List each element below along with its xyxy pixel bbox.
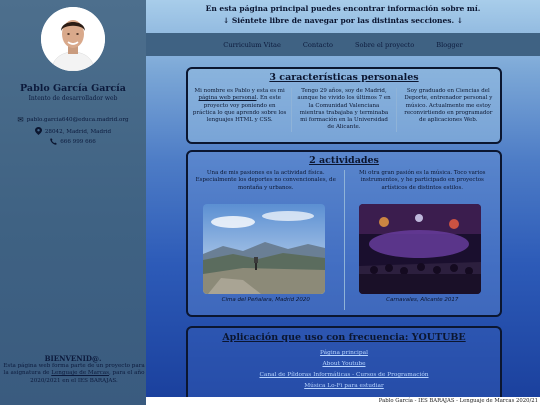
link-about-youtube[interactable]: About Youtube [322, 361, 366, 367]
activity-sport-text: Una de mis pasiones es la actividad física. Especialmente los deportes no convencionales, de montaña y urbanos. [195, 170, 336, 191]
youtube-title: Aplicación que uso con frecuencia: YOUTUBE [222, 332, 466, 343]
header-line-1: En esta página principal puedes encontrar información sobre mí. [205, 4, 481, 13]
contact-phone [0, 138, 146, 147]
nav-contacto[interactable]: Contacto [302, 40, 334, 49]
contact-email [0, 116, 146, 124]
characteristic-2: Tengo 29 años, soy de Madrid, aunque he vivido los últimos 7 en la Comunidad Valenciana mientras trabajaba y terminaba mi formación en la Universidad de Alicante. [291, 88, 395, 132]
avatar [41, 7, 105, 71]
phone-text: 666 999 666 [60, 139, 96, 146]
concert-caption: Carnavales, Alicante 2017 [386, 297, 459, 303]
profile-subtitle: Intento de desarrollador web [28, 95, 118, 102]
welcome-text-part: , para el año 2020/2021 en el IES BARAJAS. [30, 370, 145, 384]
profile-photo [41, 7, 105, 71]
youtube-links [188, 350, 500, 389]
sidebar [0, 0, 146, 405]
characteristic-1-text: Mi nombre es Pablo y esta es mi [194, 88, 285, 94]
nav-sobre-el-proyecto[interactable]: Sobre el proyecto [355, 40, 415, 49]
characteristic-1 [188, 88, 291, 132]
youtube-card [186, 326, 502, 405]
activity-music [344, 170, 501, 310]
activity-sport [188, 170, 344, 310]
mountain-caption: Cima del Peñalara, Madrid 2020 [221, 297, 310, 303]
activity-music-text: Mi otra gran pasión es la música. Toco varios instrumentos, y he participado en proyectos artísticos de distintos estilos. [359, 170, 486, 191]
contact-location [0, 127, 146, 137]
concert-photo [359, 204, 481, 294]
main-content [146, 0, 540, 405]
nav-curriculum-vitae[interactable]: Curriculum Vitae [223, 40, 281, 49]
page-header [146, 3, 540, 26]
characteristics-card [186, 67, 502, 144]
map-pin-icon [35, 127, 42, 137]
footer: Pablo García - IES BARAJAS - Lenguaje de Marcas 2020/21 [146, 397, 540, 405]
characteristics-title: 3 características personales [269, 72, 419, 83]
email-text: pablo.garcia640@educa.madrid.org [26, 116, 129, 123]
link-pildoras-informaticas[interactable]: Canal de Píldoras Informáticas - Cursos de Programación [259, 372, 429, 378]
header-line-2: ↓ Siéntete libre de navegar por las distintas secciones. ↓ [222, 15, 463, 25]
activities-card [186, 150, 502, 317]
navbar [146, 33, 540, 56]
location-text: 28042, Madrid, Madrid [44, 128, 112, 135]
personal-website-link[interactable]: página web personal [198, 95, 257, 102]
nav-blogger[interactable]: Blogger [436, 40, 463, 49]
envelope-icon: ✉ [17, 115, 24, 124]
welcome-subject-link[interactable]: Lenguaje de Marcas [51, 370, 109, 377]
mountain-photo [203, 204, 325, 294]
welcome-text [3, 363, 145, 385]
profile-name: Pablo García García [20, 83, 126, 94]
welcome-title: BIENVENID@. [44, 354, 102, 363]
activities-title: 2 actividades [309, 155, 379, 166]
characteristic-3: Soy graduado en Ciencias del Deporte, entrenador personal y músico. Actualmente me estoy reconvirtiendo en programador de aplicaciones Web. [396, 88, 500, 132]
phone-icon [50, 138, 57, 147]
link-musica-lofi[interactable]: Música Lo-Fi para estudiar [304, 383, 384, 389]
characteristic-1-text-end: . En este proyecto voy poniendo en práctica lo que aprendo sobre los lenguajes HTML y CSS. [192, 95, 287, 123]
link-pagina-principal[interactable]: Página principal [320, 350, 368, 356]
welcome-text-part: Esta página web forma parte de un proyecto para la asignatura de [3, 363, 145, 377]
